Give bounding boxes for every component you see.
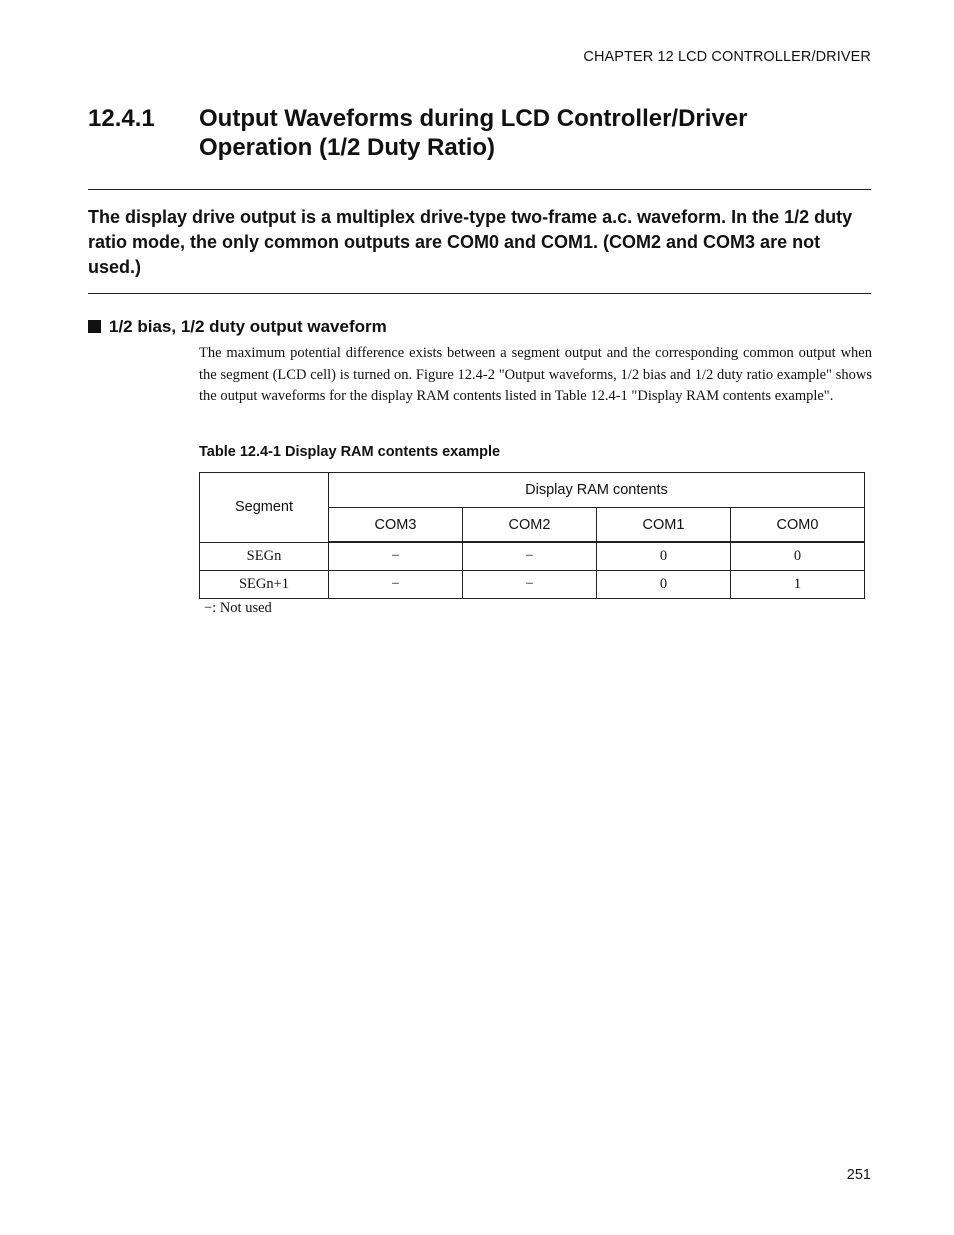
column-header: COM0 <box>731 508 865 543</box>
divider-bottom <box>88 293 871 294</box>
display-ram-table <box>199 472 865 599</box>
section-number: 12.4.1 <box>88 105 155 132</box>
column-header: COM1 <box>597 508 731 543</box>
value-cell: 0 <box>597 542 731 571</box>
value-cell: − <box>463 542 597 571</box>
table-header-row <box>200 473 865 508</box>
column-header: COM3 <box>329 508 463 543</box>
subsection-heading-text: 1/2 bias, 1/2 duty output waveform <box>109 317 387 336</box>
segment-cell: SEGn <box>200 542 329 571</box>
table-row <box>200 542 865 571</box>
divider-top <box>88 189 871 190</box>
display-ram-contents-header: Display RAM contents <box>329 473 865 508</box>
table-row <box>200 571 865 599</box>
segment-cell: SEGn+1 <box>200 571 329 599</box>
chapter-header: CHAPTER 12 LCD CONTROLLER/DRIVER <box>583 49 871 65</box>
section-title-text: Output Waveforms during LCD Controller/Driver Operation (1/2 Duty Ratio) <box>199 105 748 161</box>
column-header: COM2 <box>463 508 597 543</box>
value-cell: − <box>329 542 463 571</box>
value-cell: − <box>329 571 463 599</box>
subsection-heading <box>88 317 387 337</box>
value-cell: 0 <box>731 542 865 571</box>
square-bullet-icon <box>88 320 101 333</box>
value-cell: 1 <box>731 571 865 599</box>
intro-summary: The display drive output is a multiplex drive-type two-frame a.c. waveform. In the 1/2 duty ratio mode, the only common outputs are COM0 and COM1. (COM2 and COM3 are not used.) <box>88 207 853 277</box>
table-caption: Table 12.4-1 Display RAM contents example <box>199 444 501 460</box>
value-cell: 0 <box>597 571 731 599</box>
table-note: −: Not used <box>204 600 272 616</box>
segment-header: Segment <box>200 473 329 543</box>
body-paragraph: The maximum potential difference exists between a segment output and the corresponding common output when the segment (LCD cell) is turned on. Figure 12.4-2 "Output waveforms, 1/2 bias and 1/2 duty ratio example" shows the output waveforms for the display RAM contents listed in Table 12.4-1 "Display RAM contents example". <box>199 345 872 404</box>
value-cell: − <box>463 571 597 599</box>
page-number: 251 <box>846 1167 871 1183</box>
